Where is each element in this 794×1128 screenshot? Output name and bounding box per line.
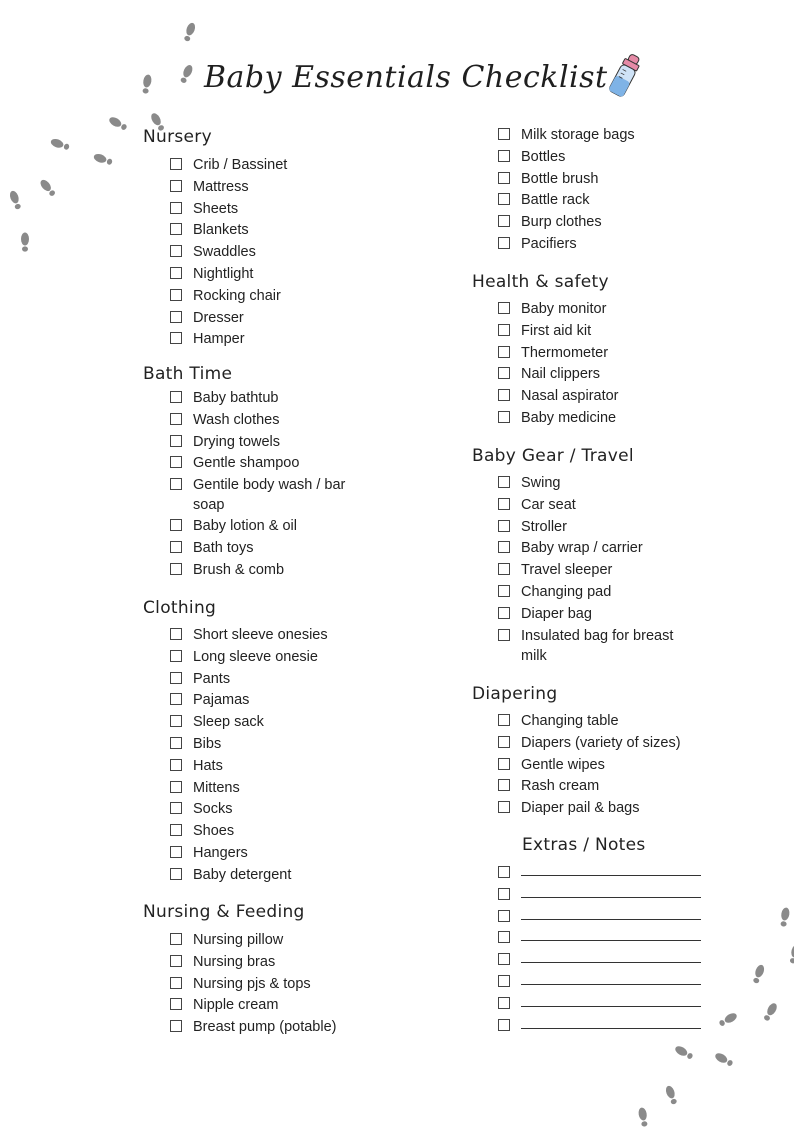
checkbox[interactable]	[498, 128, 510, 140]
checklist-item-label: Shoes	[193, 823, 235, 840]
checkbox[interactable]	[498, 172, 510, 184]
checkbox[interactable]	[498, 324, 510, 336]
checklist-item-label: Gentle shampoo	[193, 455, 300, 472]
checkbox[interactable]	[498, 1019, 510, 1031]
checkbox[interactable]	[498, 150, 510, 162]
checkbox[interactable]	[170, 180, 182, 192]
footprint-icon	[661, 1081, 682, 1106]
checklist-item-label: Long sleeve onesie	[193, 648, 318, 665]
checklist-item-label: Baby medicine	[521, 410, 617, 426]
checkbox[interactable]	[170, 245, 182, 257]
checklist-item-label: Baby detergent	[193, 866, 292, 883]
checklist-item-label: Diaper pail & bags	[521, 800, 640, 817]
checkbox[interactable]	[170, 759, 182, 771]
footprint-icon	[18, 230, 32, 252]
checkbox[interactable]	[498, 563, 510, 575]
checklist-item-label: Mattress	[193, 178, 249, 195]
checklist-item-label: Dresser	[193, 309, 244, 326]
checkbox[interactable]	[170, 781, 182, 793]
checklist-item-label: Short sleeve onesies	[193, 627, 328, 643]
section-heading-bath-time: Bath Time	[143, 364, 233, 384]
footprint-icon	[710, 1047, 736, 1070]
checklist-item-label: Drying towels	[193, 433, 281, 450]
notes-blank-line[interactable]	[521, 962, 701, 963]
checklist-item-label: Baby monitor	[521, 301, 607, 317]
checklist-item-label: Baby wrap / carrier	[521, 540, 643, 557]
checkbox[interactable]	[170, 650, 182, 662]
checklist-item-label: Changing pad	[521, 584, 612, 600]
checklist-item-label: Hamper	[193, 331, 245, 348]
footprint-icon	[776, 904, 794, 928]
checkbox[interactable]	[170, 391, 182, 403]
footprint-icon	[89, 149, 114, 170]
checklist-item-label: Breast pump (potable)	[193, 1019, 337, 1036]
checklist-item-label: Battle rack	[521, 192, 590, 209]
checkbox[interactable]	[498, 975, 510, 987]
notes-blank-line[interactable]	[521, 919, 701, 920]
checklist-item-label: Nursing pillow	[193, 932, 284, 948]
checklist-item-label: Blankets	[193, 222, 249, 239]
checkbox[interactable]	[498, 585, 510, 597]
checkbox[interactable]	[498, 736, 510, 748]
checklist-item-label: Sleep sack	[193, 714, 264, 731]
checkbox[interactable]	[170, 311, 182, 323]
checklist-item-label: Diapers (variety of sizes)	[521, 734, 681, 751]
footprint-icon	[716, 1007, 742, 1030]
checklist-item-label: Pants	[193, 670, 231, 687]
checklist-item-label: Rash cream	[521, 778, 600, 795]
checkbox[interactable]	[170, 824, 182, 836]
checkbox[interactable]	[170, 435, 182, 447]
checkbox[interactable]	[170, 332, 182, 344]
checkbox[interactable]	[170, 955, 182, 967]
footprint-icon	[180, 18, 201, 43]
checkbox[interactable]	[498, 888, 510, 900]
footprint-icon	[35, 174, 60, 200]
checkbox[interactable]	[498, 476, 510, 488]
checklist-item-label: Milk storage bags	[521, 127, 635, 143]
checkbox[interactable]	[498, 779, 510, 791]
notes-blank-line[interactable]	[521, 897, 701, 898]
checkbox[interactable]	[498, 237, 510, 249]
checkbox[interactable]	[170, 933, 182, 945]
checklist-item-label: Changing table	[521, 713, 619, 729]
checklist-item-label: Nursing bras	[193, 953, 276, 970]
checkbox[interactable]	[498, 953, 510, 965]
checkbox[interactable]	[170, 802, 182, 814]
checklist-item-label: Stroller	[521, 518, 567, 535]
notes-blank-line[interactable]	[521, 1006, 701, 1007]
checkbox[interactable]	[498, 346, 510, 358]
notes-blank-line[interactable]	[521, 1028, 701, 1029]
checkbox[interactable]	[170, 202, 182, 214]
checklist-item-label: Nightlight	[193, 266, 254, 282]
checkbox[interactable]	[170, 672, 182, 684]
checkbox[interactable]	[170, 715, 182, 727]
checkbox[interactable]	[170, 563, 182, 575]
checkbox[interactable]	[170, 478, 182, 490]
checklist-item-label: Sheets	[193, 200, 239, 217]
checkbox[interactable]	[498, 910, 510, 922]
checklist-item-label: Burp clothes	[521, 214, 602, 231]
footprint-icon	[138, 71, 156, 95]
footprint-icon	[670, 1040, 696, 1063]
checkbox[interactable]	[170, 541, 182, 553]
section-heading-diapering: Diapering	[472, 684, 558, 704]
footprint-icon	[176, 60, 198, 86]
checkbox[interactable]	[498, 758, 510, 770]
checkbox[interactable]	[170, 693, 182, 705]
checklist-item-label: Brush & comb	[193, 561, 285, 578]
checkbox[interactable]	[170, 977, 182, 989]
checklist-item-label: Hangers	[193, 845, 248, 861]
checkbox[interactable]	[170, 868, 182, 880]
checkbox[interactable]	[498, 367, 510, 379]
section-heading-nursery: Nursery	[143, 127, 212, 147]
checkbox[interactable]	[170, 846, 182, 858]
checklist-item-label: Thermometer	[521, 344, 609, 361]
checklist-item-label: Swing	[521, 475, 561, 491]
notes-blank-line[interactable]	[521, 984, 701, 985]
checkbox[interactable]	[170, 456, 182, 468]
checkbox[interactable]	[498, 520, 510, 532]
checklist-item-label: Car seat	[521, 496, 576, 513]
footprint-icon	[749, 960, 770, 985]
checklist-item-label: Nasal aspirator	[521, 388, 619, 405]
page-title: Baby Essentials Checklist	[204, 60, 608, 95]
footprint-icon	[46, 134, 71, 155]
checkbox[interactable]	[170, 158, 182, 170]
checklist-item-label: Bath toys	[193, 539, 254, 556]
checkbox[interactable]	[170, 1020, 182, 1032]
checkbox[interactable]	[498, 801, 510, 813]
checklist-item-label: Pacifiers	[521, 236, 577, 252]
checklist-item-label: Pajamas	[193, 692, 250, 709]
checklist-item-label: Nail clippers	[521, 366, 600, 383]
checklist-item-label: Baby bathtub	[193, 390, 279, 406]
footprint-icon	[634, 1104, 652, 1128]
section-heading-baby-gear-travel: Baby Gear / Travel	[472, 446, 634, 466]
checklist-item-label: Gentile body wash / bar soap	[193, 477, 346, 514]
checkbox[interactable]	[498, 866, 510, 878]
checklist-item-label: Wash clothes	[193, 411, 280, 428]
checklist-item-label: Rocking chair	[193, 287, 281, 304]
checkbox[interactable]	[498, 931, 510, 943]
checklist-item-label: Bottles	[521, 148, 566, 165]
checkbox[interactable]	[498, 498, 510, 510]
checklist-item-label: First aid kit	[521, 322, 592, 339]
checkbox[interactable]	[498, 389, 510, 401]
checkbox[interactable]	[170, 289, 182, 301]
section-heading-health-safety: Health & safety	[472, 272, 609, 292]
section-heading-clothing: Clothing	[143, 598, 217, 618]
section-heading-nursing-feeding: Nursing & Feeding	[143, 902, 305, 922]
checklist-item-label: Baby lotion & oil	[193, 518, 297, 534]
checkbox[interactable]	[498, 193, 510, 205]
checklist-item-label: Gentle wipes	[521, 756, 605, 773]
checkbox[interactable]	[170, 737, 182, 749]
checklist-item-label: Bottle brush	[521, 170, 599, 187]
checkbox[interactable]	[170, 267, 182, 279]
checkbox[interactable]	[170, 519, 182, 531]
checklist-item-label: Swaddles	[193, 244, 256, 261]
checkbox[interactable]	[498, 629, 510, 641]
baby-bottle-icon	[604, 52, 648, 104]
notes-blank-line[interactable]	[521, 875, 701, 876]
checklist-item-label: Nipple cream	[193, 997, 279, 1014]
footprint-icon	[5, 186, 26, 211]
checklist-item-label: Socks	[193, 801, 233, 818]
checkbox[interactable]	[498, 541, 510, 553]
checklist-item-label: Mittens	[193, 779, 240, 796]
checklist-item-label: Crib / Bassinet	[193, 157, 288, 173]
checkbox[interactable]	[170, 628, 182, 640]
footprint-icon	[759, 998, 782, 1024]
checkbox[interactable]	[170, 223, 182, 235]
footprint-icon	[785, 941, 794, 966]
checklist-item-label: Hats	[193, 757, 223, 774]
checklist-item-label: Diaper bag	[521, 605, 592, 622]
notes-blank-line[interactable]	[521, 940, 701, 941]
checkbox[interactable]	[498, 714, 510, 726]
checklist-item-label: Travel sleeper	[521, 562, 613, 579]
checkbox[interactable]	[498, 411, 510, 423]
footprint-icon	[104, 111, 130, 134]
checkbox[interactable]	[498, 997, 510, 1009]
checkbox[interactable]	[498, 607, 510, 619]
checkbox[interactable]	[498, 215, 510, 227]
checklist-item-label: Insulated bag for breast milk	[521, 627, 674, 664]
checkbox[interactable]	[170, 998, 182, 1010]
checkbox[interactable]	[170, 413, 182, 425]
checklist-item-label: Nursing pjs & tops	[193, 975, 311, 992]
checkbox[interactable]	[498, 302, 510, 314]
checklist-item-label: Bibs	[193, 736, 222, 752]
section-heading-extras-notes: Extras / Notes	[522, 835, 646, 855]
